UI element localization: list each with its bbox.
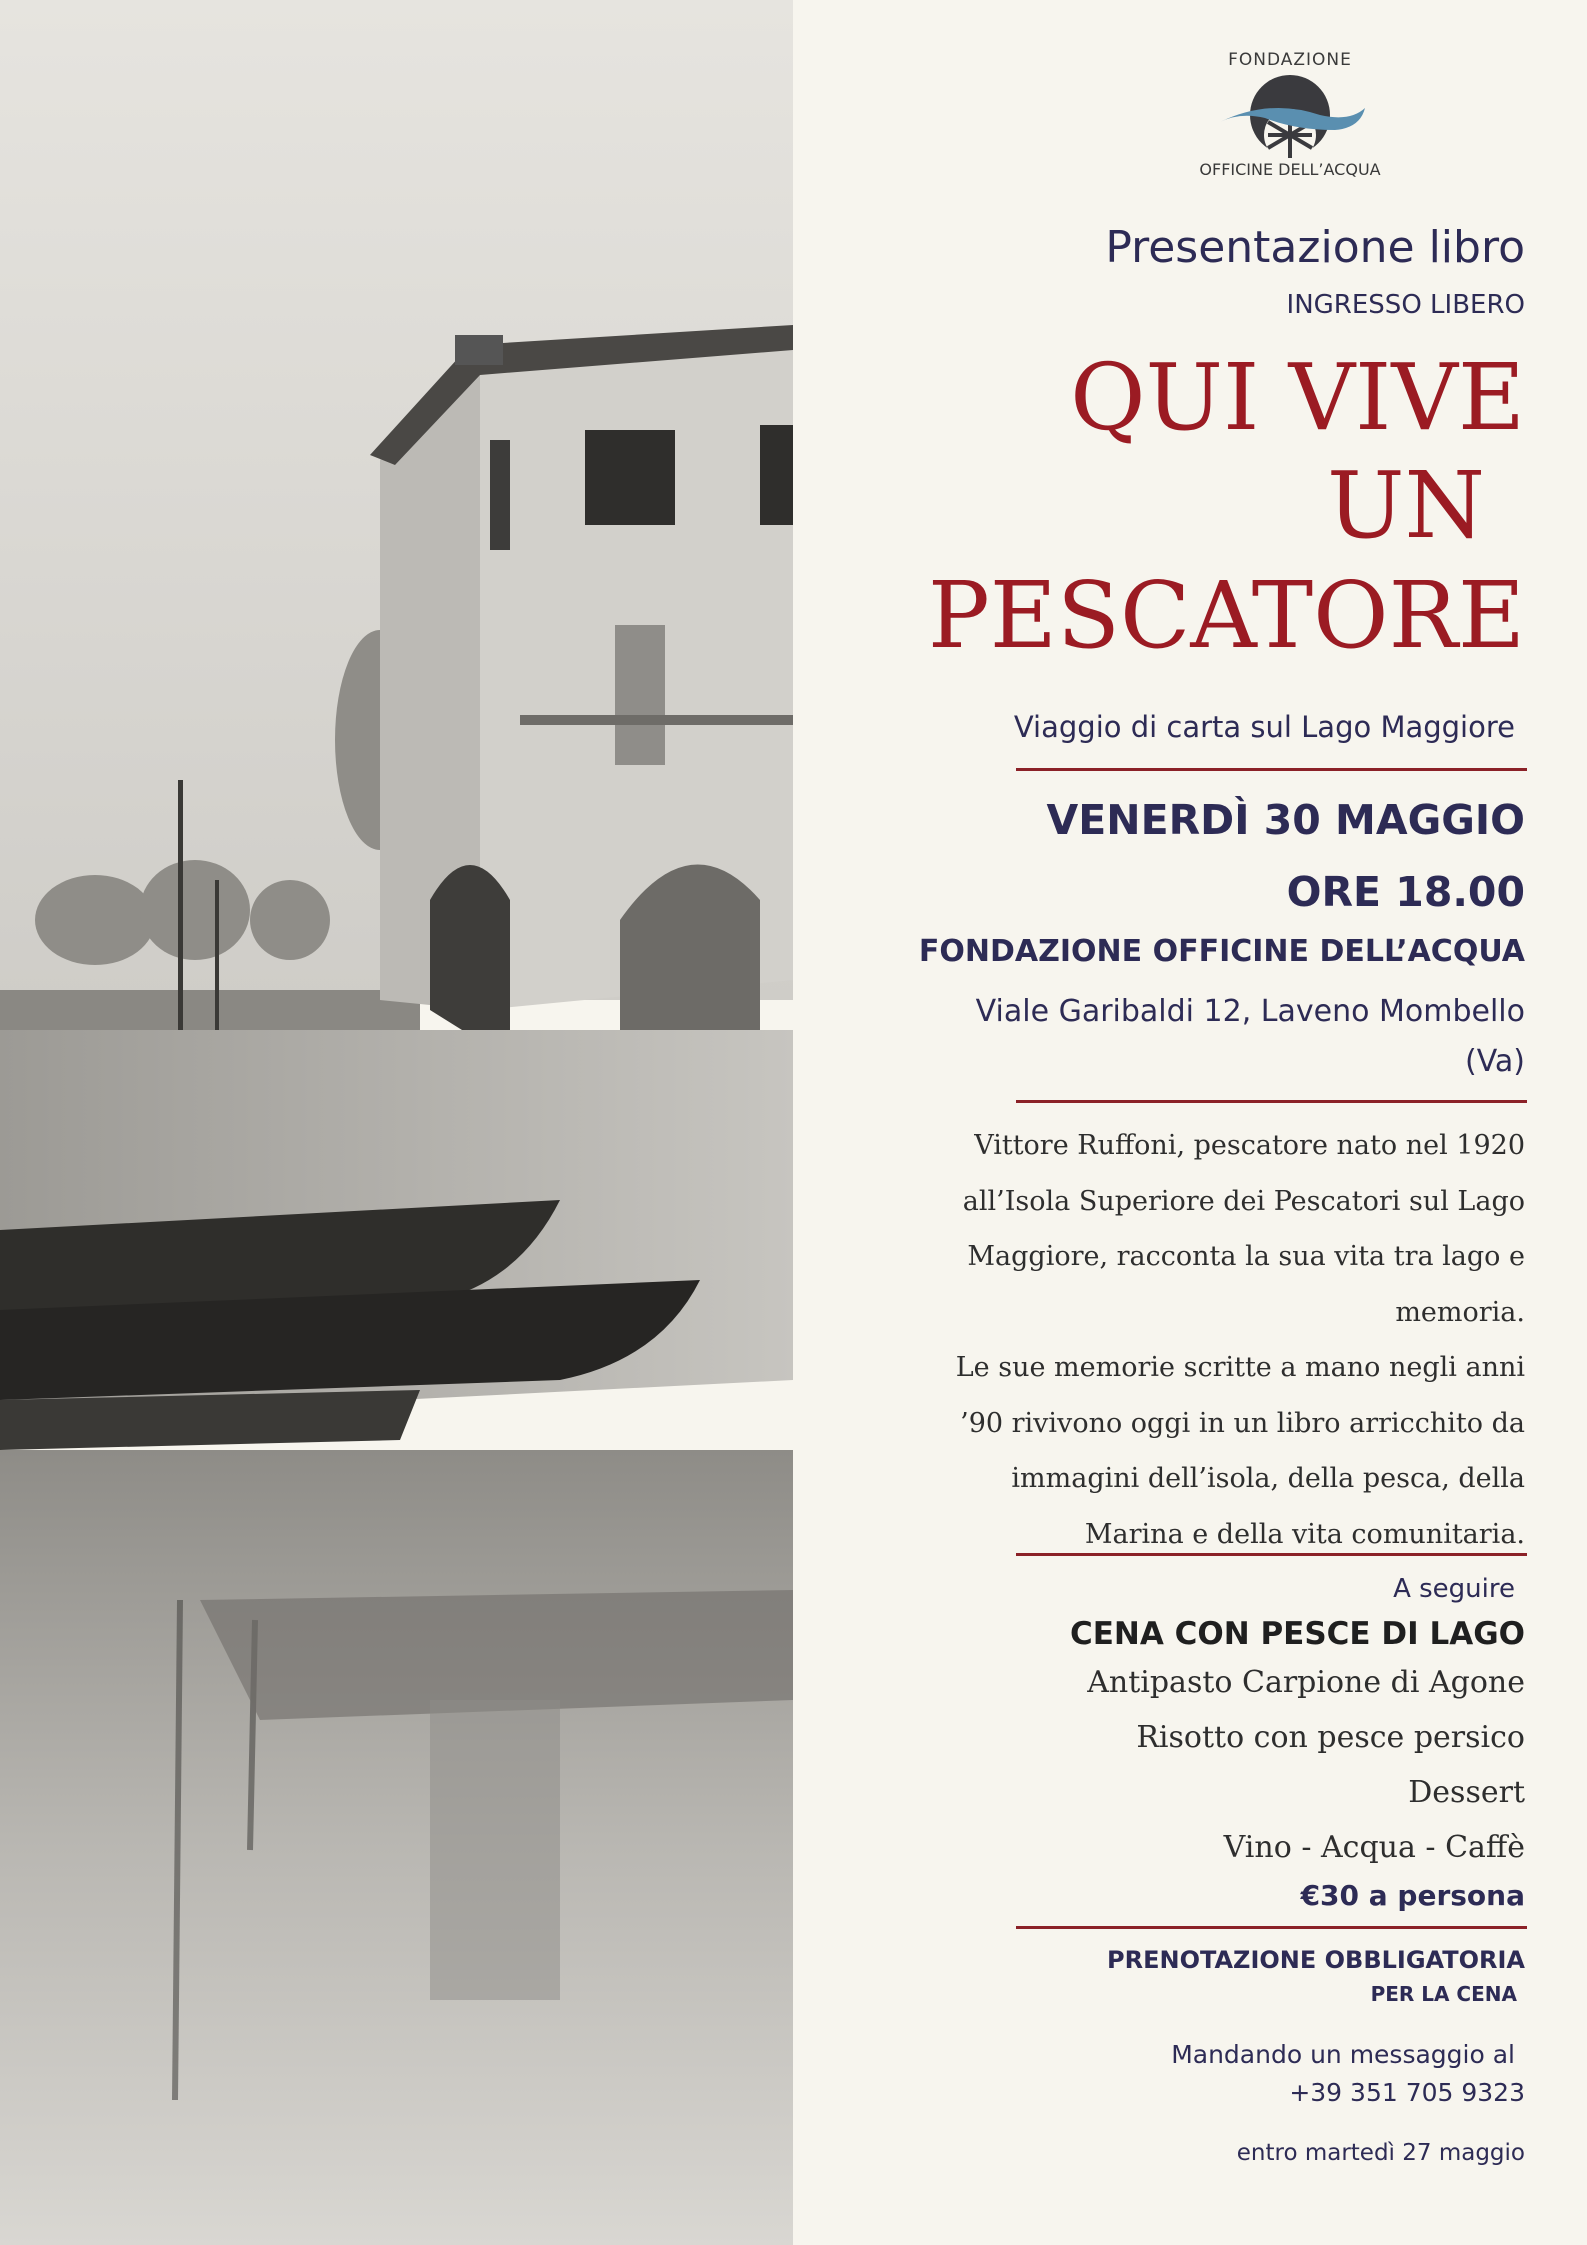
description-line: Maggiore, racconta la sua vita tra lago e bbox=[967, 1241, 1525, 1272]
description-line: immagini dell’isola, della pesca, della bbox=[1011, 1463, 1525, 1494]
dinner-title: CENA CON PESCE DI LAGO bbox=[1069, 1616, 1525, 1652]
divider-3 bbox=[1016, 1553, 1527, 1556]
booking-title: PRENOTAZIONE OBBLIGATORIA bbox=[1107, 1946, 1525, 1974]
divider-2 bbox=[1016, 1100, 1527, 1103]
dinner-intro: A seguire bbox=[1393, 1574, 1515, 1604]
foundation-logo bbox=[1170, 50, 1410, 200]
description-line: Marina e della vita comunitaria. bbox=[1084, 1518, 1525, 1550]
venue-address-line-1: Viale Garibaldi 12, Laveno Mombello bbox=[975, 994, 1525, 1029]
book-subtitle: Viaggio di carta sul Lago Maggiore bbox=[1013, 710, 1515, 744]
book-title-line-1: QUI VIVE bbox=[1070, 344, 1525, 451]
divider-4 bbox=[1016, 1926, 1527, 1929]
logo-bottom-text: OFFICINE DELL’ACQUA bbox=[1199, 160, 1381, 179]
lake-photo bbox=[0, 0, 793, 2245]
booking-subtitle: PER LA CENA bbox=[1370, 1982, 1517, 2006]
menu-item: Dessert bbox=[1408, 1775, 1525, 1810]
book-title-line-2: UN bbox=[1326, 452, 1485, 559]
logo-top-text: FONDAZIONE bbox=[1228, 50, 1352, 70]
info-column bbox=[800, 0, 1525, 2245]
booking-deadline: entro martedì 27 maggio bbox=[1236, 2140, 1525, 2166]
entry-label: INGRESSO LIBERO bbox=[1286, 290, 1525, 320]
event-date: VENERDÌ 30 MAGGIO bbox=[1046, 796, 1525, 844]
menu-item: Vino - Acqua - Caffè bbox=[1223, 1830, 1525, 1865]
booking-instructions: Mandando un messaggio al bbox=[1171, 2040, 1515, 2069]
booking-phone[interactable]: +39 351 705 9323 bbox=[1289, 2078, 1525, 2107]
water-wheel-icon bbox=[1210, 70, 1370, 160]
description-line: ’90 rivivono oggi in un libro arricchito da bbox=[960, 1407, 1525, 1439]
dinner-price: €30 a persona bbox=[1300, 1879, 1525, 1912]
book-description bbox=[956, 1118, 1525, 1562]
venue-address-line-2: (Va) bbox=[1465, 1044, 1525, 1079]
description-line: Le sue memorie scritte a mano negli anni bbox=[955, 1352, 1525, 1383]
event-type-label: Presentazione libro bbox=[1105, 222, 1525, 273]
divider-1 bbox=[1016, 768, 1527, 771]
description-line: Vittore Ruffoni, pescatore nato nel 1920 bbox=[974, 1130, 1525, 1161]
description-line: all’Isola Superiore dei Pescatori sul Lago bbox=[962, 1185, 1525, 1217]
menu-item: Risotto con pesce persico bbox=[1136, 1720, 1525, 1755]
book-title-line-3: PESCATORE bbox=[927, 562, 1525, 669]
event-venue: FONDAZIONE OFFICINE DELL’ACQUA bbox=[918, 934, 1525, 969]
event-time: ORE 18.00 bbox=[1286, 868, 1525, 916]
description-line: memoria. bbox=[1395, 1296, 1525, 1328]
menu-item: Antipasto Carpione di Agone bbox=[1087, 1665, 1525, 1700]
